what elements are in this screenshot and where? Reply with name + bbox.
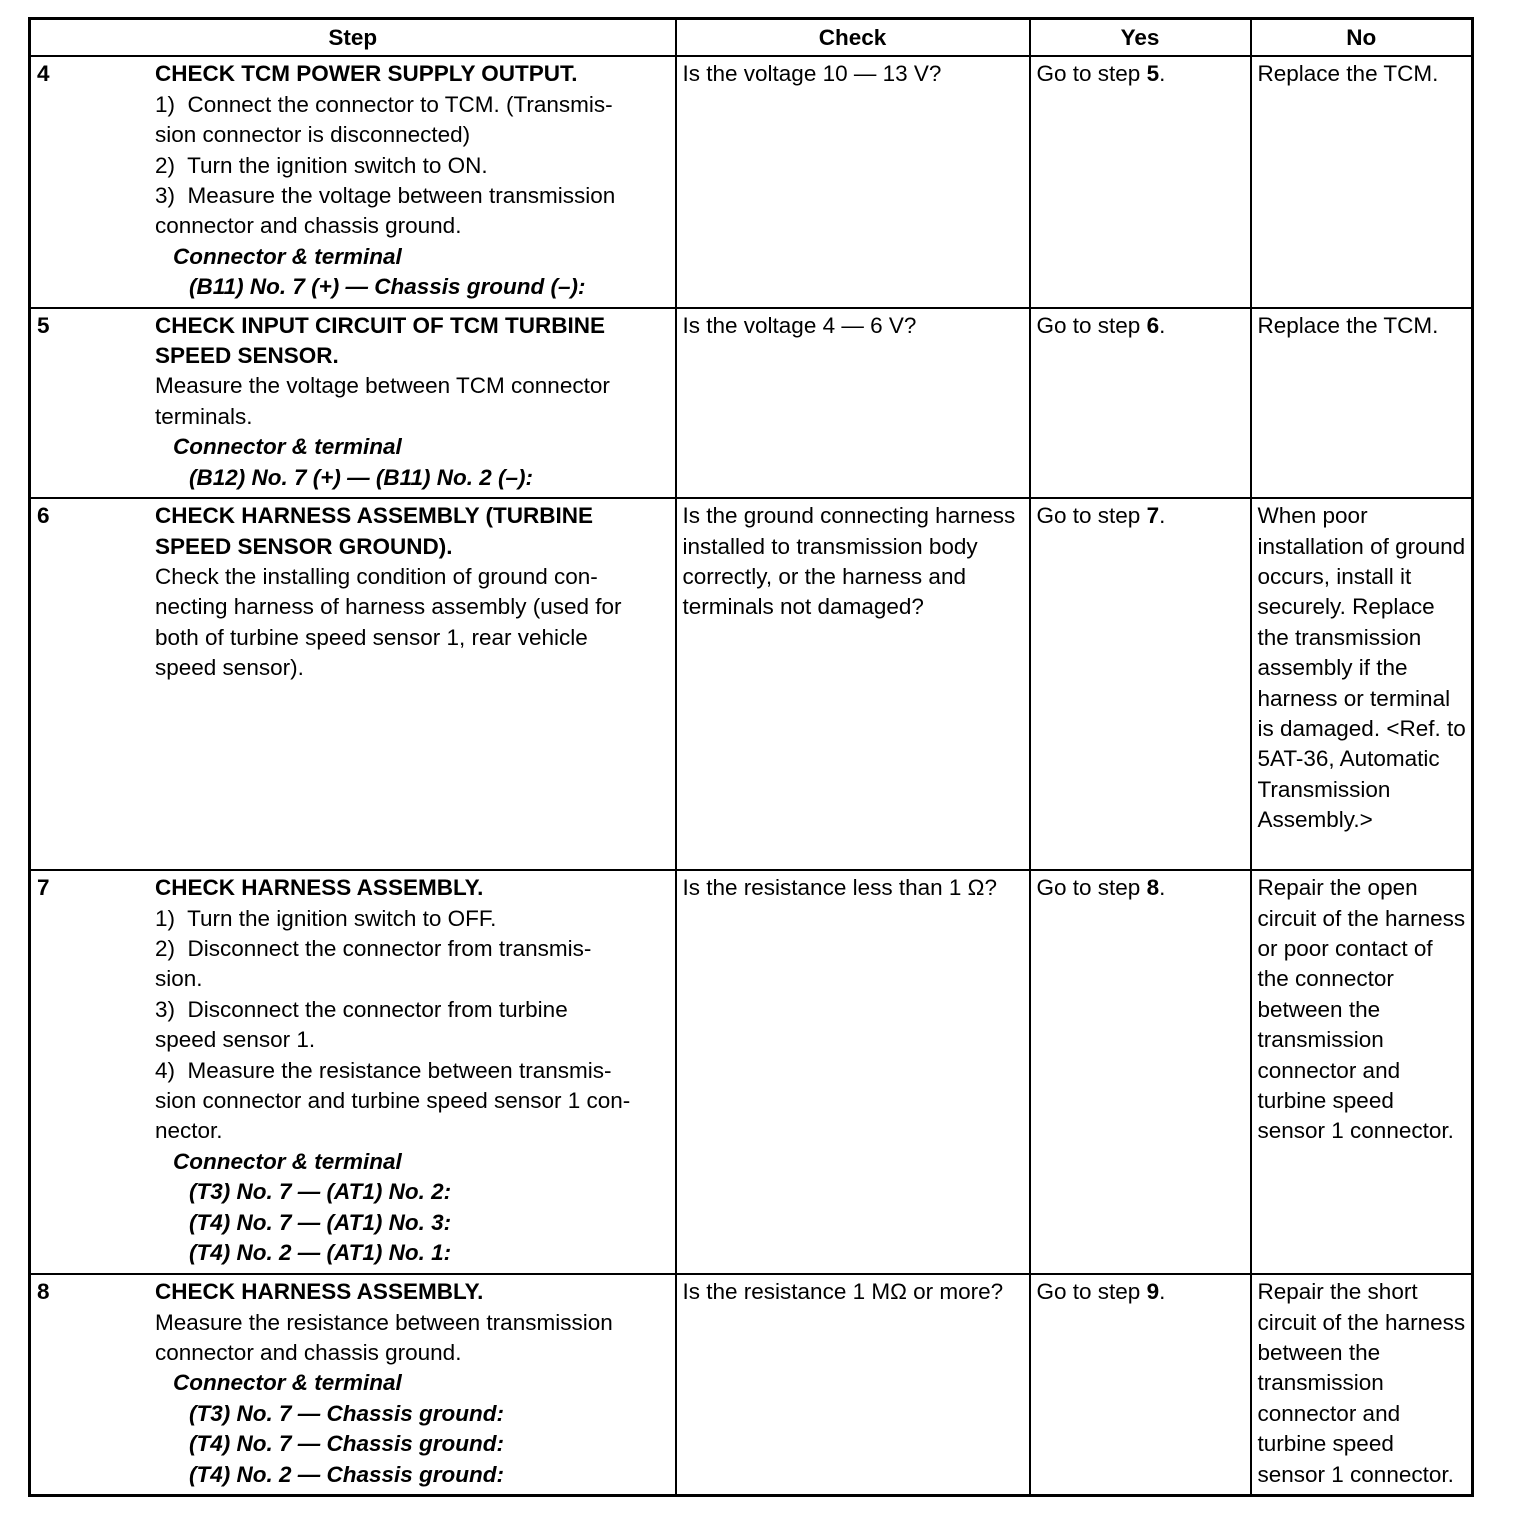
step-cell xyxy=(30,308,676,498)
yes-period: . xyxy=(1159,312,1166,338)
step-cell xyxy=(30,870,676,1274)
step-instruction: Measure the resistance between transmission xyxy=(155,1309,613,1335)
yes-cell xyxy=(1030,870,1251,1274)
yes-period: . xyxy=(1159,61,1166,87)
yes-text: Go to step xyxy=(1036,875,1147,901)
table-row xyxy=(30,308,1473,498)
step-number: 4 xyxy=(37,61,50,87)
table-row xyxy=(30,498,1473,870)
step-title: CHECK TCM POWER SUPPLY OUTPUT. xyxy=(155,61,578,87)
no-cell: Repair the short circuit of the harness between the transmission connector and turbine speed sensor 1 connector. xyxy=(1251,1274,1473,1495)
step-cell xyxy=(30,1274,676,1495)
connector-terminal-spec: (B11) No. 7 (+) — Chassis ground (–): xyxy=(189,274,586,300)
no-cell: Repair the open circuit of the harness or poor contact of the connector between the transmission connector and turbine speed sensor 1 connector. xyxy=(1251,870,1473,1274)
yes-step-number: 5 xyxy=(1146,61,1160,87)
connector-terminal-label: Connector & terminal xyxy=(173,1370,402,1396)
no-cell: Replace the TCM. xyxy=(1251,308,1473,498)
step-title: CHECK HARNESS ASSEMBLY (TURBINE SPEED SENSOR GROUND). xyxy=(155,503,593,559)
yes-step-number: 8 xyxy=(1146,875,1160,901)
yes-step-number: 6 xyxy=(1146,312,1160,338)
step-title: CHECK HARNESS ASSEMBLY. xyxy=(155,875,484,901)
check-cell: Is the voltage 10 — 13 V? xyxy=(676,56,1030,307)
step-instruction: 1) Turn the ignition switch to OFF. xyxy=(155,905,497,931)
table-row xyxy=(30,56,1473,307)
step-instruction: 3) Disconnect the connector from turbine xyxy=(155,996,568,1022)
step-instruction: 2) Disconnect the connector from transmis- xyxy=(155,935,592,961)
connector-terminal-spec: (B12) No. 7 (+) — (B11) No. 2 (–): xyxy=(189,464,533,490)
step-instruction: sion. xyxy=(155,966,203,992)
step-cell xyxy=(30,56,676,307)
check-cell: Is the resistance 1 MΩ or more? xyxy=(676,1274,1030,1495)
no-cell: Replace the TCM. xyxy=(1251,56,1473,307)
check-cell: Is the voltage 4 — 6 V? xyxy=(676,308,1030,498)
step-instruction: speed sensor). xyxy=(155,655,304,681)
step-instruction: necting harness of harness assembly (used for xyxy=(155,594,622,620)
step-instruction: terminals. xyxy=(155,403,253,429)
yes-step-number: 7 xyxy=(1146,503,1160,529)
yes-cell xyxy=(1030,498,1251,870)
check-cell: Is the resistance less than 1 Ω? xyxy=(676,870,1030,1274)
yes-text: Go to step xyxy=(1036,312,1147,338)
connector-terminal-spec: (T3) No. 7 — Chassis ground: xyxy=(189,1400,505,1426)
header-check: Check xyxy=(676,19,1030,57)
yes-text: Go to step xyxy=(1036,503,1147,529)
yes-cell xyxy=(1030,1274,1251,1495)
header-yes: Yes xyxy=(1030,19,1251,57)
connector-terminal-spec: (T3) No. 7 — (AT1) No. 2: xyxy=(189,1179,452,1205)
yes-period: . xyxy=(1159,503,1166,529)
step-instruction: Check the installing condition of ground con- xyxy=(155,563,598,589)
step-cell xyxy=(30,498,676,870)
step-instruction: nector. xyxy=(155,1118,223,1144)
yes-cell xyxy=(1030,56,1251,307)
yes-cell xyxy=(1030,308,1251,498)
step-instruction: connector and chassis ground. xyxy=(155,1339,462,1365)
yes-text: Go to step xyxy=(1036,1279,1147,1305)
step-instruction: Measure the voltage between TCM connector xyxy=(155,373,610,399)
connector-terminal-spec: (T4) No. 7 — (AT1) No. 3: xyxy=(189,1209,452,1235)
connector-terminal-label: Connector & terminal xyxy=(173,434,402,460)
yes-period: . xyxy=(1159,875,1166,901)
yes-text: Go to step xyxy=(1036,61,1147,87)
connector-terminal-label: Connector & terminal xyxy=(173,243,402,269)
step-number: 8 xyxy=(37,1279,50,1305)
diagnostic-table xyxy=(28,17,1474,1497)
step-instruction: 4) Measure the resistance between transmis- xyxy=(155,1057,612,1083)
yes-period: . xyxy=(1159,1279,1166,1305)
table-row xyxy=(30,1274,1473,1495)
step-instruction: both of turbine speed sensor 1, rear vehicle xyxy=(155,624,588,650)
connector-terminal-label: Connector & terminal xyxy=(173,1148,402,1174)
step-instruction: speed sensor 1. xyxy=(155,1027,316,1053)
connector-terminal-spec: (T4) No. 2 — Chassis ground: xyxy=(189,1461,505,1487)
step-number: 6 xyxy=(37,503,50,529)
connector-terminal-spec: (T4) No. 7 — Chassis ground: xyxy=(189,1431,505,1457)
step-instruction: 1) Connect the connector to TCM. (Transmis- xyxy=(155,91,613,117)
step-title: CHECK HARNESS ASSEMBLY. xyxy=(155,1279,484,1305)
yes-step-number: 9 xyxy=(1146,1279,1160,1305)
step-number: 5 xyxy=(37,312,50,338)
step-title: CHECK INPUT CIRCUIT OF TCM TURBINE SPEED SENSOR. xyxy=(155,312,605,369)
step-instruction: sion connector and turbine speed sensor 1 con- xyxy=(155,1087,631,1113)
connector-terminal-spec: (T4) No. 2 — (AT1) No. 1: xyxy=(189,1239,452,1265)
check-cell: Is the ground connecting harness installed to transmission body correctly, or the harness and terminals not damaged? xyxy=(676,498,1030,870)
step-instruction: connector and chassis ground. xyxy=(155,213,462,239)
header-no: No xyxy=(1251,19,1473,57)
table-row xyxy=(30,870,1473,1274)
header-row xyxy=(30,19,1473,57)
step-instruction: sion connector is disconnected) xyxy=(155,122,471,148)
step-instruction: 3) Measure the voltage between transmission xyxy=(155,183,616,209)
no-cell: When poor installation of ground occurs, install it securely. Replace the transmission assembly if the harness or terminal is damaged. <Ref. to 5AT-36, Automatic Transmission Assembly.> xyxy=(1251,498,1473,870)
header-step: Step xyxy=(30,19,676,57)
step-instruction: 2) Turn the ignition switch to ON. xyxy=(155,152,488,178)
step-number: 7 xyxy=(37,875,50,901)
